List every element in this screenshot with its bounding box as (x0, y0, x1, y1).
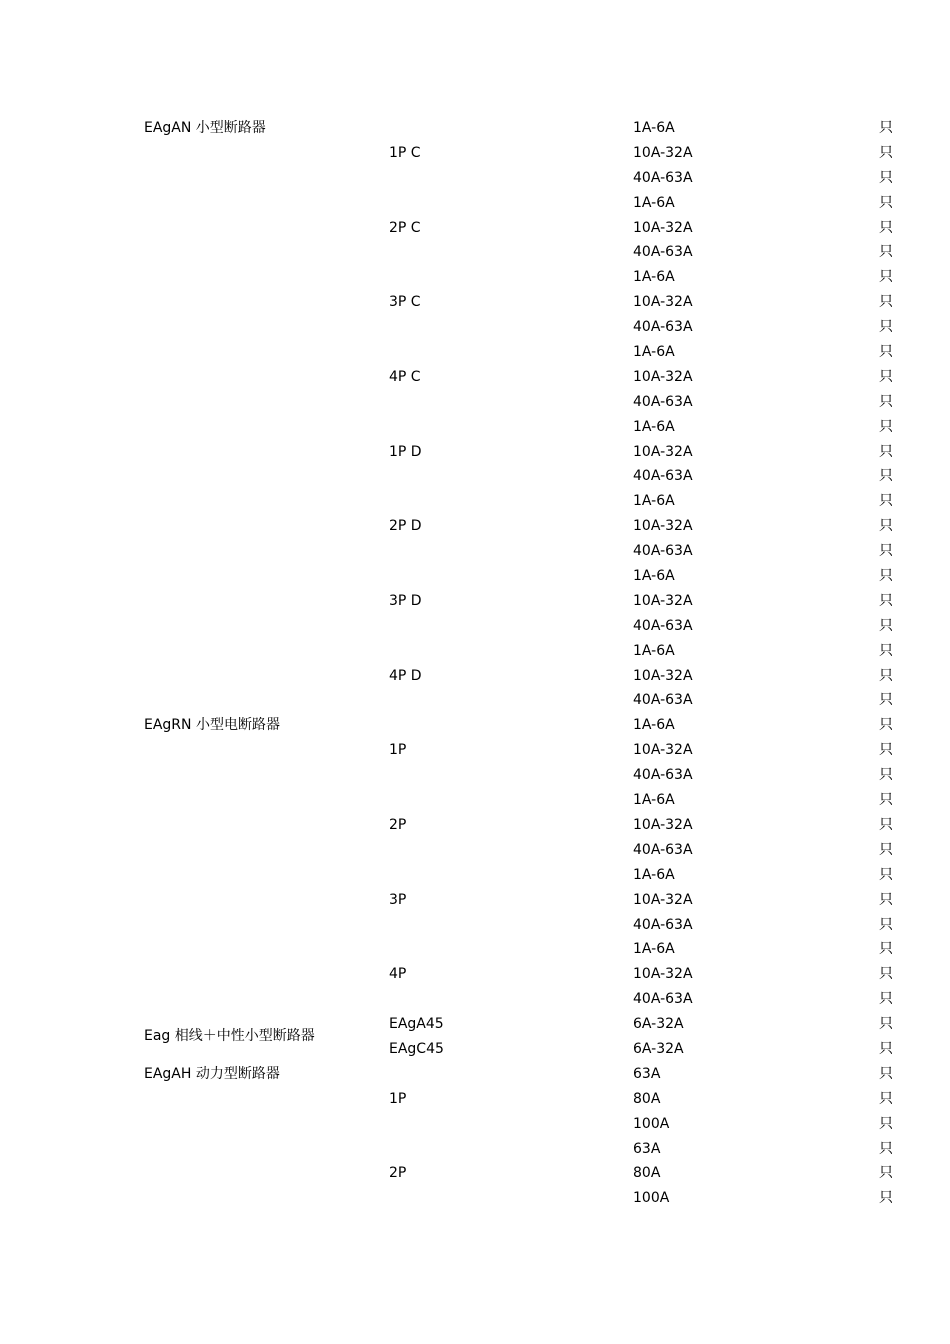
unit-cell: 只 (879, 642, 893, 659)
table-row (0, 838, 950, 863)
table-row (0, 1012, 950, 1045)
unit-cell: 只 (879, 1165, 893, 1182)
pole-cell: 1P D (389, 443, 422, 460)
current-range-cell: 40A-63A (633, 319, 693, 336)
current-range-cell: 10A-32A (633, 742, 693, 759)
current-range-cell: 40A-63A (633, 841, 693, 858)
current-range-cell: 6A-32A (633, 1040, 684, 1057)
table-row (0, 116, 950, 141)
current-range-cell: 10A-32A (633, 294, 693, 311)
table-row (0, 1087, 950, 1112)
current-range-cell: 10A-32A (633, 592, 693, 609)
table-row (0, 141, 950, 166)
table-row (0, 639, 950, 664)
current-range-cell: 10A-32A (633, 443, 693, 460)
pole-cell: 4P C (389, 368, 421, 385)
table-row (0, 265, 950, 290)
table-row (0, 913, 950, 938)
table-row (0, 763, 950, 788)
table-row (0, 813, 950, 838)
unit-cell: 只 (879, 120, 893, 136)
unit-cell: 只 (879, 269, 893, 286)
unit-cell: 只 (879, 319, 893, 336)
unit-cell: 只 (879, 294, 893, 311)
table-row (0, 863, 950, 888)
unit-cell: 只 (879, 344, 893, 361)
unit-cell: 只 (879, 717, 893, 734)
table-row (0, 1161, 950, 1186)
pole-cell: 3P (389, 891, 407, 908)
unit-cell: 只 (879, 966, 893, 983)
current-range-cell: 1A-6A (633, 344, 675, 361)
current-range-cell: 1A-6A (633, 493, 675, 510)
unit-cell: 只 (879, 592, 893, 609)
table-row (0, 1037, 950, 1062)
table-row (0, 688, 950, 713)
table-row (0, 415, 950, 440)
pole-cell: 1P C (389, 144, 421, 161)
unit-cell: 只 (879, 866, 893, 883)
unit-cell: 只 (879, 991, 893, 1008)
current-range-cell: 40A-63A (633, 617, 693, 634)
pole-cell: 2P (389, 816, 407, 833)
table-row (0, 713, 950, 738)
unit-cell: 只 (879, 1065, 893, 1082)
current-range-cell: 40A-63A (633, 169, 693, 186)
table-row (0, 290, 950, 315)
category-cell: Eag 相线＋中性小型断路器 (144, 1028, 315, 1045)
table-row (0, 937, 950, 962)
unit-cell: 只 (879, 493, 893, 510)
pole-cell: 1P (389, 1090, 407, 1107)
current-range-cell: 1A-6A (633, 194, 675, 211)
unit-cell: 只 (879, 792, 893, 809)
table-row (0, 987, 950, 1012)
unit-cell: 只 (879, 742, 893, 759)
table-row (0, 440, 950, 465)
unit-cell: 只 (879, 617, 893, 634)
table-row (0, 390, 950, 415)
table-row (0, 315, 950, 340)
table-row (0, 888, 950, 913)
pole-cell: EAgC45 (389, 1040, 444, 1057)
unit-cell: 只 (879, 916, 893, 933)
pole-cell: 3P D (389, 592, 422, 609)
table-row (0, 1137, 950, 1162)
unit-cell: 只 (879, 816, 893, 833)
table-row (0, 738, 950, 763)
unit-cell: 只 (879, 891, 893, 908)
pole-cell: 3P C (389, 294, 421, 311)
unit-cell: 只 (879, 667, 893, 684)
current-range-cell: 40A-63A (633, 393, 693, 410)
unit-cell: 只 (879, 368, 893, 385)
table-row (0, 1186, 950, 1211)
current-range-cell: 1A-6A (633, 717, 675, 734)
current-range-cell: 1A-6A (633, 866, 675, 883)
table-row (0, 489, 950, 514)
unit-cell: 只 (879, 941, 893, 958)
table-row (0, 191, 950, 216)
pole-cell: 2P (389, 1165, 407, 1182)
current-range-cell: 1A-6A (633, 792, 675, 809)
unit-cell: 只 (879, 1115, 893, 1132)
unit-cell: 只 (879, 692, 893, 709)
current-range-cell: 1A-6A (633, 568, 675, 585)
unit-cell: 只 (879, 219, 893, 236)
unit-cell: 只 (879, 1140, 893, 1157)
table-row (0, 1112, 950, 1137)
current-range-cell: 80A (633, 1090, 661, 1107)
current-range-cell: 40A-63A (633, 692, 693, 709)
category-cell: EAgAN 小型断路器 (144, 120, 266, 136)
unit-cell: 只 (879, 169, 893, 186)
table-row (0, 1062, 950, 1087)
current-range-cell: 40A-63A (633, 468, 693, 485)
unit-cell: 只 (879, 568, 893, 585)
unit-cell: 只 (879, 518, 893, 535)
current-range-cell: 10A-32A (633, 144, 693, 161)
unit-cell: 只 (879, 244, 893, 261)
pole-cell: 2P D (389, 518, 422, 535)
current-range-cell: 1A-6A (633, 642, 675, 659)
unit-cell: 只 (879, 543, 893, 560)
table-row (0, 216, 950, 241)
current-range-cell: 6A-32A (633, 1016, 684, 1033)
current-range-cell: 40A-63A (633, 991, 693, 1008)
table-row (0, 166, 950, 191)
unit-cell: 只 (879, 443, 893, 460)
table-row (0, 365, 950, 390)
current-range-cell: 40A-63A (633, 916, 693, 933)
unit-cell: 只 (879, 468, 893, 485)
table-row (0, 614, 950, 639)
current-range-cell: 100A (633, 1190, 670, 1207)
unit-cell: 只 (879, 767, 893, 784)
table-row (0, 514, 950, 539)
current-range-cell: 80A (633, 1165, 661, 1182)
unit-cell: 只 (879, 1016, 893, 1033)
current-range-cell: 63A (633, 1140, 661, 1157)
table-row (0, 788, 950, 813)
current-range-cell: 10A-32A (633, 891, 693, 908)
current-range-cell: 40A-63A (633, 244, 693, 261)
table-row (0, 589, 950, 614)
table-row (0, 539, 950, 564)
unit-cell: 只 (879, 194, 893, 211)
pole-cell: 4P D (389, 667, 422, 684)
current-range-cell: 40A-63A (633, 543, 693, 560)
current-range-cell: 10A-32A (633, 966, 693, 983)
table-row (0, 664, 950, 689)
current-range-cell: 63A (633, 1065, 661, 1082)
current-range-cell: 10A-32A (633, 667, 693, 684)
price-list-table (0, 116, 950, 1211)
unit-cell: 只 (879, 144, 893, 161)
current-range-cell: 100A (633, 1115, 670, 1132)
current-range-cell: 10A-32A (633, 368, 693, 385)
table-row (0, 464, 950, 489)
unit-cell: 只 (879, 1190, 893, 1207)
current-range-cell: 10A-32A (633, 816, 693, 833)
pole-cell: EAgA45 (389, 1016, 444, 1033)
current-range-cell: 1A-6A (633, 269, 675, 286)
unit-cell: 只 (879, 841, 893, 858)
current-range-cell: 1A-6A (633, 941, 675, 958)
category-cell: EAgAH 动力型断路器 (144, 1065, 280, 1082)
category-cell: EAgRN 小型电断路器 (144, 717, 280, 734)
current-range-cell: 40A-63A (633, 767, 693, 784)
current-range-cell: 1A-6A (633, 418, 675, 435)
current-range-cell: 1A-6A (633, 120, 675, 136)
unit-cell: 只 (879, 418, 893, 435)
table-row (0, 962, 950, 987)
unit-cell: 只 (879, 1090, 893, 1107)
table-row (0, 340, 950, 365)
current-range-cell: 10A-32A (633, 219, 693, 236)
table-row (0, 240, 950, 265)
unit-cell: 只 (879, 393, 893, 410)
unit-cell: 只 (879, 1040, 893, 1057)
pole-cell: 4P (389, 966, 407, 983)
pole-cell: 2P C (389, 219, 421, 236)
table-row (0, 564, 950, 589)
current-range-cell: 10A-32A (633, 518, 693, 535)
pole-cell: 1P (389, 742, 407, 759)
